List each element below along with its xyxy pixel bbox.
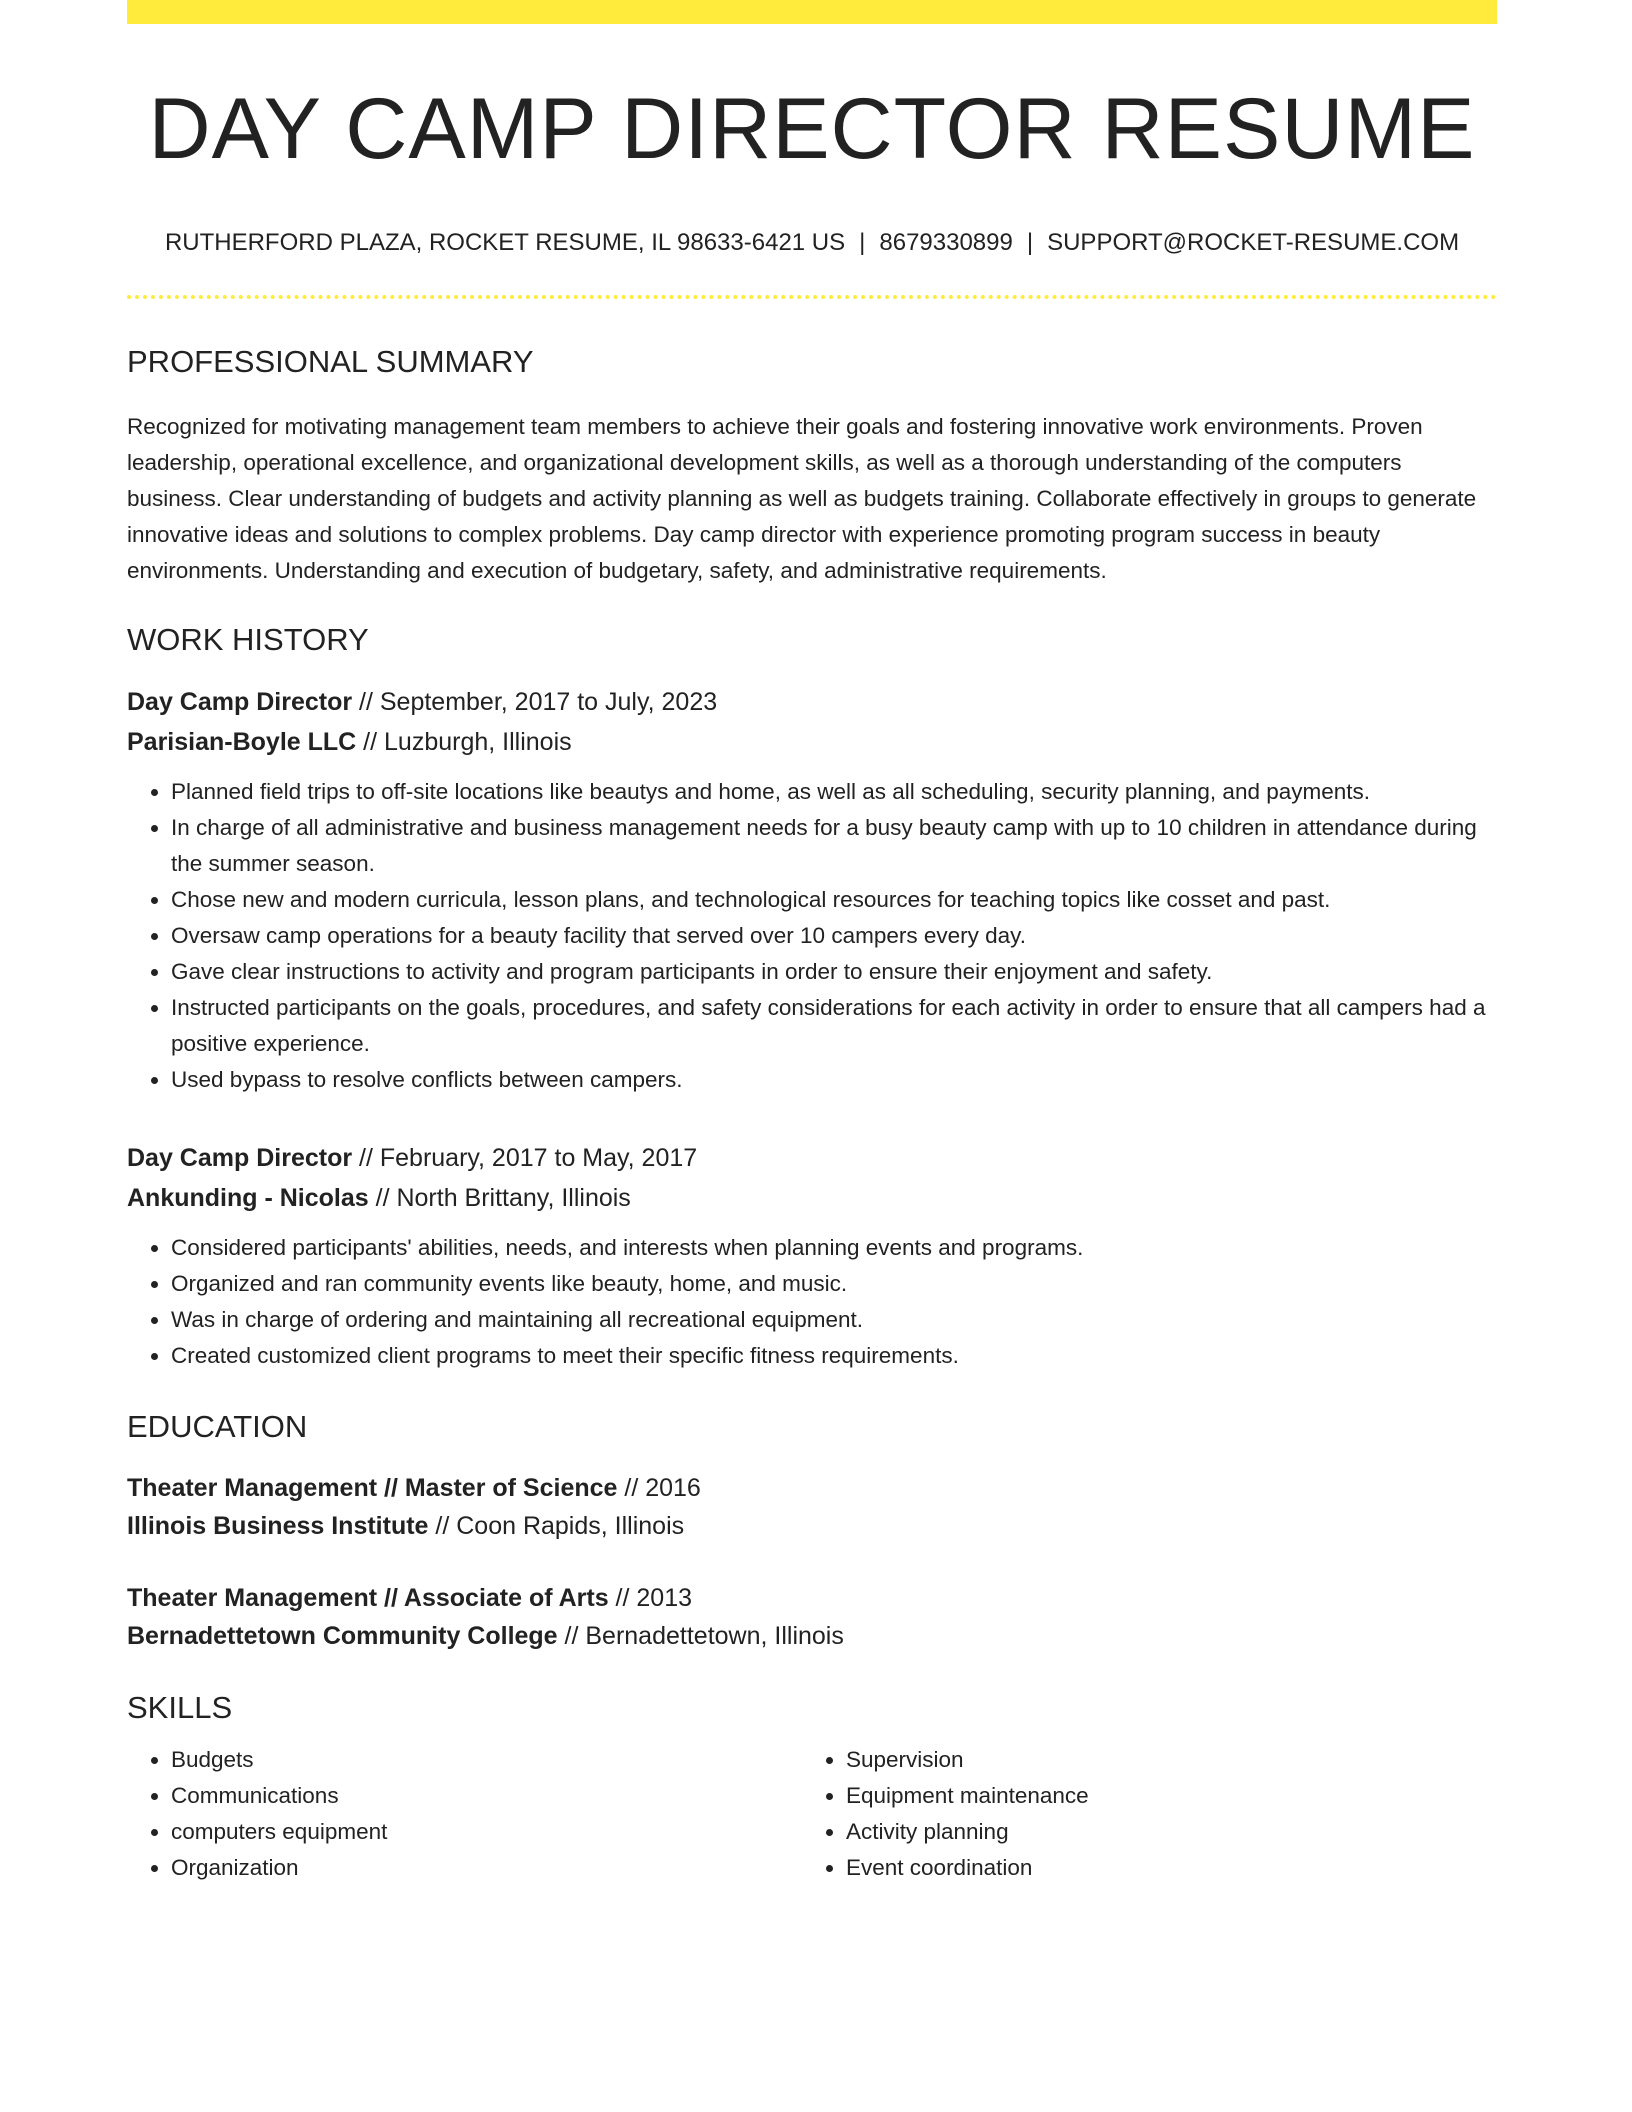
education-entry [127,1469,1497,1545]
skill-item: • Supervision [846,1742,1477,1778]
job-location: // Luzburgh, Illinois [356,727,572,756]
job-role: Day Camp Director [127,687,353,716]
list-item: • In charge of all administrative and business management needs for a busy beauty camp with up to 10 children in attendance during the summer season. [171,810,1497,882]
list-item: • Chose new and modern curricula, lesson plans, and technological resources for teaching topics like cosset and past. [171,882,1497,918]
summary-heading: PROFESSIONAL SUMMARY [127,344,534,380]
job-company: Parisian-Boyle LLC [127,727,357,756]
skills-column-left [127,1742,802,1886]
skill-item: • Event coordination [846,1850,1477,1886]
education-degree-line [127,1579,1497,1617]
list-item: • Considered participants' abilities, needs, and interests when planning events and programs. [171,1230,1497,1266]
list-item: • Organized and ran community events like beauty, home, and music. [171,1266,1497,1302]
education-location: // Coon Rapids, Illinois [428,1511,685,1540]
job-location: // North Brittany, Illinois [368,1183,631,1212]
list-item: • Instructed participants on the goals, procedures, and safety considerations for each activity in order to ensure that all campers had a positive experience. [171,990,1497,1062]
job-dates: // February, 2017 to May, 2017 [352,1143,698,1172]
education-degree: Theater Management // Master of Science [127,1473,618,1502]
job-role: Day Camp Director [127,1143,353,1172]
contact-email: SUPPORT@ROCKET-RESUME.COM [1047,228,1460,256]
job-company-line [127,722,1497,762]
job-company: Ankunding - Nicolas [127,1183,369,1212]
education-location: // Bernadettetown, Illinois [557,1621,844,1650]
education-heading: EDUCATION [127,1408,308,1444]
skills-grid [127,1742,1497,1886]
contact-phone: 8679330899 [879,228,1013,256]
education-year: // 2013 [608,1583,693,1612]
contact-address: RUTHERFORD PLAZA, ROCKET RESUME, IL 98633-6421 US [164,228,846,256]
job-entry [127,682,1497,1098]
dotted-divider [127,295,1497,299]
job-dates: // September, 2017 to July, 2023 [352,687,718,716]
resume-page [127,0,1497,1886]
skill-item: • Budgets [171,1742,802,1778]
contact-separator: | [1026,228,1034,256]
work-history-heading: WORK HISTORY [127,621,369,657]
education-school: Illinois Business Institute [127,1511,429,1540]
education-entry [127,1579,1497,1655]
list-item: • Planned field trips to off-site locations like beautys and home, as well as all scheduling, security planning, and payments. [171,774,1497,810]
job-bullets [127,1230,1497,1374]
skills-column-right [802,1742,1477,1886]
list-item: • Gave clear instructions to activity and program participants in order to ensure their enjoyment and safety. [171,954,1497,990]
accent-top-bar [127,0,1497,24]
education-school-line [127,1507,1497,1545]
skill-item: • Organization [171,1850,802,1886]
skills-heading: SKILLS [127,1689,233,1725]
list-item: • Was in charge of ordering and maintaining all recreational equipment. [171,1302,1497,1338]
skill-item: • Communications [171,1778,802,1814]
education-degree: Theater Management // Associate of Arts [127,1583,609,1612]
skill-item: • Activity planning [846,1814,1477,1850]
education-year: // 2016 [617,1473,701,1502]
education-degree-line [127,1469,1497,1507]
skill-item: • Equipment maintenance [846,1778,1477,1814]
contact-line [127,229,1497,258]
job-company-line [127,1178,1497,1218]
contact-separator: | [859,228,866,256]
list-item: • Used bypass to resolve conflicts between campers. [171,1062,1497,1098]
job-bullets [127,774,1497,1098]
education-school-line [127,1617,1497,1655]
list-item: • Oversaw camp operations for a beauty facility that served over 10 campers every day. [171,918,1497,954]
job-title-line [127,682,1497,722]
summary-text: Recognized for motivating management team members to achieve their goals and fostering innovative work environments. Proven leadership, operational excellence, and organizational development skills, as well as a thorough understanding of the computers business. Clear understanding of budgets and activity planning as well as budgets training. Collaborate effectively in groups to generate innovative ideas and solutions to complex problems. Day camp director with experience promoting program success in beauty environments. Understanding and execution of budgetary, safety, and administrative requirements. [127,413,1477,583]
job-entry [127,1138,1497,1374]
skill-item: • computers equipment [171,1814,802,1850]
job-title-line [127,1138,1497,1178]
resume-title: DAY CAMP DIRECTOR RESUME [148,81,1476,177]
list-item: • Created customized client programs to meet their specific fitness requirements. [171,1338,1497,1374]
education-school: Bernadettetown Community College [127,1621,558,1650]
